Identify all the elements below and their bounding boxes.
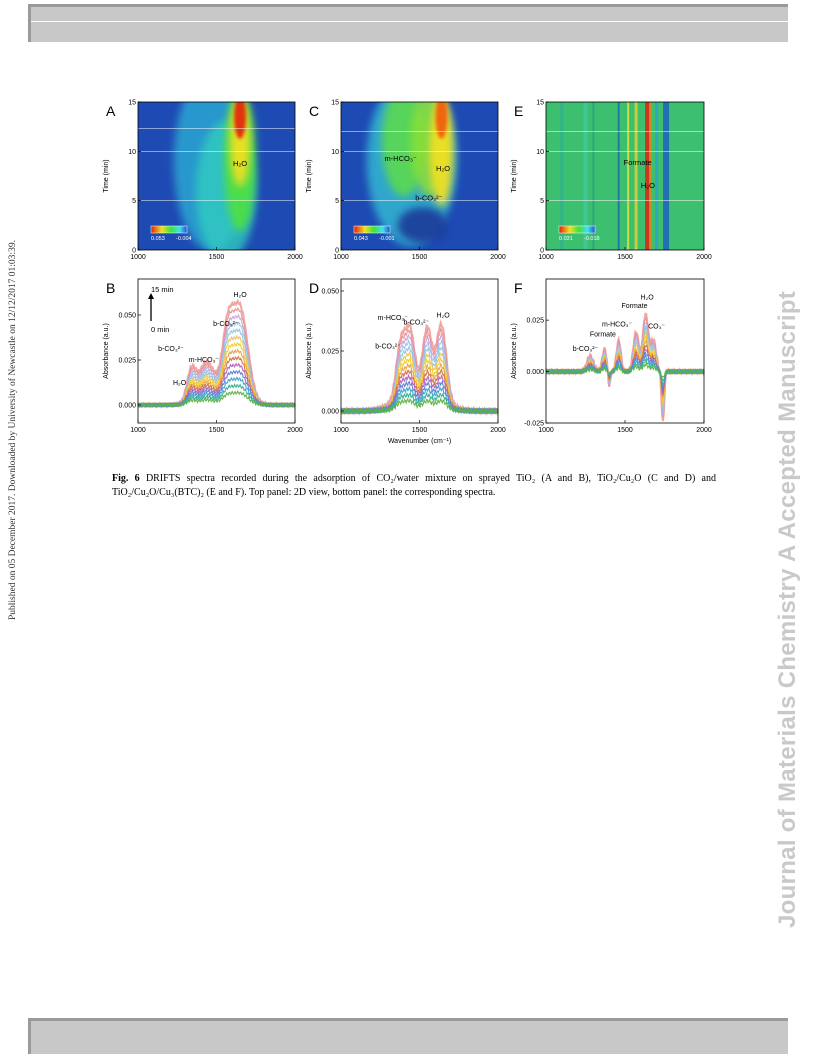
peak-annotation: Formate — [589, 331, 616, 339]
heat-region — [398, 207, 448, 243]
heat-stripe — [655, 102, 658, 250]
peak-annotation: CO₃⁻ — [648, 323, 666, 331]
y-tick-label: 10 — [536, 148, 544, 156]
peak-annotation: m-HCO₃⁻ — [601, 321, 633, 329]
x-tick-label: 2000 — [490, 254, 506, 261]
colorbar — [559, 226, 595, 233]
colorbar — [354, 226, 390, 233]
y-tick-label: 10 — [331, 148, 339, 156]
y-tick-label: 0.000 — [118, 402, 136, 410]
panel-letter-C: C — [309, 103, 320, 119]
colorbar-min-label: -0.018 — [584, 236, 600, 242]
y-tick-label: 5 — [540, 198, 544, 206]
peak-annotation: H₂O — [435, 164, 451, 174]
publication-note: Published on 05 December 2017. Downloaded by University of Newcastle on 12/12/2017 01:03:39. — [8, 240, 18, 620]
peak-annotation: H₂O — [436, 312, 450, 320]
y-tick-label: 15 — [536, 99, 544, 107]
y-tick-label: 15 — [128, 99, 136, 107]
x-axis-label: Wavenumber (cm⁻¹) — [387, 438, 452, 445]
panel-letter-E: E — [514, 103, 524, 119]
y-tick-label: 0 — [132, 247, 136, 255]
panel-letter-A: A — [106, 103, 116, 119]
x-tick-label: 1500 — [411, 427, 428, 434]
y-tick-label: 0.025 — [321, 348, 339, 356]
spectra-B — [138, 301, 295, 406]
peak-annotation: Formate — [621, 302, 648, 310]
y-axis-label: Time (min) — [103, 159, 110, 193]
axes-F — [511, 279, 712, 434]
colorbar-min-label: -0.004 — [176, 236, 192, 242]
heat-stripe — [663, 102, 669, 250]
y-axis-label: Time (min) — [511, 159, 518, 193]
y-tick-label: 5 — [132, 198, 136, 206]
journal-watermark: Journal of Materials Chemistry A Accepted Manuscript — [774, 290, 801, 928]
y-tick-label: 0.050 — [118, 312, 136, 320]
peak-annotation: b-CO₃²⁻ — [213, 320, 239, 328]
spectra-F — [546, 314, 704, 421]
peak-annotation: H₂O — [232, 159, 248, 169]
colorbar-max-label: 0.043 — [354, 236, 368, 242]
figure-caption — [112, 472, 716, 500]
peak-annotation: H₂O — [640, 180, 655, 190]
y-tick-label: 0.025 — [118, 357, 136, 365]
x-tick-label: 1500 — [208, 427, 225, 434]
x-tick-label: 1500 — [617, 427, 633, 434]
panel-letter-D: D — [309, 280, 320, 296]
x-tick-label: 1000 — [130, 427, 146, 434]
peak-annotation: b-CO₃²⁻ — [572, 346, 599, 353]
peak-annotation: m-HCO₃⁻ — [377, 314, 408, 322]
header-bar — [28, 4, 788, 42]
peak-annotation: H₂O — [233, 292, 247, 299]
heat-stripe — [635, 102, 638, 250]
colorbar-min-label: -0.001 — [379, 236, 395, 242]
heat-stripe — [618, 102, 620, 250]
footer-bar — [28, 1018, 788, 1054]
y-tick-label: 15 — [331, 99, 339, 107]
y-tick-label: -0.025 — [524, 420, 544, 428]
y-axis-label: Time (min) — [306, 159, 313, 193]
caption-label: Fig. 6 — [112, 473, 140, 484]
peak-annotation: b-CO₃²⁻ — [158, 346, 184, 353]
plot-frame — [546, 279, 704, 423]
spectrum-line — [546, 314, 704, 421]
y-tick-label: 5 — [335, 198, 339, 206]
peak-annotation: m-HCO₃⁻ — [384, 154, 417, 164]
x-tick-label: 1000 — [333, 254, 349, 261]
y-tick-label: 0.050 — [321, 288, 339, 296]
x-tick-label: 2000 — [287, 254, 303, 261]
colorbar-max-label: 0.031 — [559, 236, 573, 242]
peak-annotation: b-CO₃²⁻ — [415, 193, 443, 203]
heat-region — [234, 95, 246, 139]
y-tick-label: 10 — [128, 148, 136, 156]
time-start-label: 0 min — [151, 325, 170, 334]
colorbar-max-label: 0.053 — [151, 236, 165, 242]
x-tick-label: 1500 — [617, 254, 633, 261]
x-tick-label: 2000 — [490, 427, 506, 434]
x-tick-label: 2000 — [696, 254, 712, 261]
x-tick-label: 1500 — [208, 254, 225, 261]
spectra-D — [341, 323, 498, 413]
heat-stripe — [649, 102, 651, 250]
peak-annotation: H₂O — [172, 380, 187, 388]
x-tick-label: 1000 — [130, 254, 146, 261]
time-end-label: 15 min — [151, 285, 174, 294]
peak-annotation: H₂O — [640, 294, 654, 302]
y-axis-label: Absorbance (a.u.) — [103, 323, 110, 379]
y-tick-label: 0 — [540, 247, 544, 255]
peak-annotation: m-HCO₃⁻ — [188, 356, 220, 364]
x-tick-label: 1000 — [538, 254, 554, 261]
y-axis-label: Absorbance (a.u.) — [511, 323, 518, 379]
x-tick-label: 1000 — [333, 427, 349, 434]
x-tick-label: 2000 — [287, 427, 303, 434]
y-tick-label: 0 — [335, 247, 339, 255]
panel-letter-F: F — [514, 280, 523, 296]
x-tick-label: 2000 — [696, 427, 712, 434]
colorbar — [151, 226, 187, 233]
x-tick-label: 1000 — [538, 427, 554, 434]
peak-annotation: Formate — [623, 158, 652, 168]
x-tick-label: 1500 — [411, 254, 428, 261]
peak-annotation: b-CO₃²⁻ — [375, 343, 401, 351]
heat-stripe — [627, 102, 629, 250]
caption-text: DRIFTS spectra recorded during the adsorption of CO₂/water mixture on sprayed TiO₂ (A and B), TiO₂/Cu₂O (C and D) and TiO₂/Cu₂O/Cu₃(BTC)₂ (E and F). Top panel: 2D view, bottom panel: the corresponding spectra. — [112, 473, 716, 498]
panel-letter-B: B — [106, 280, 116, 296]
y-tick-label: 0.000 — [526, 369, 544, 377]
y-tick-label: 0.000 — [321, 408, 339, 416]
spectrum-line — [546, 318, 704, 418]
y-axis-label: Absorbance (a.u.) — [306, 323, 313, 379]
heat-stripe — [645, 102, 649, 250]
y-tick-label: 0.025 — [526, 317, 544, 325]
figure-6 — [100, 92, 720, 452]
peak-annotation: b-CO₃²⁻ — [403, 319, 430, 327]
heat-region — [435, 95, 447, 139]
